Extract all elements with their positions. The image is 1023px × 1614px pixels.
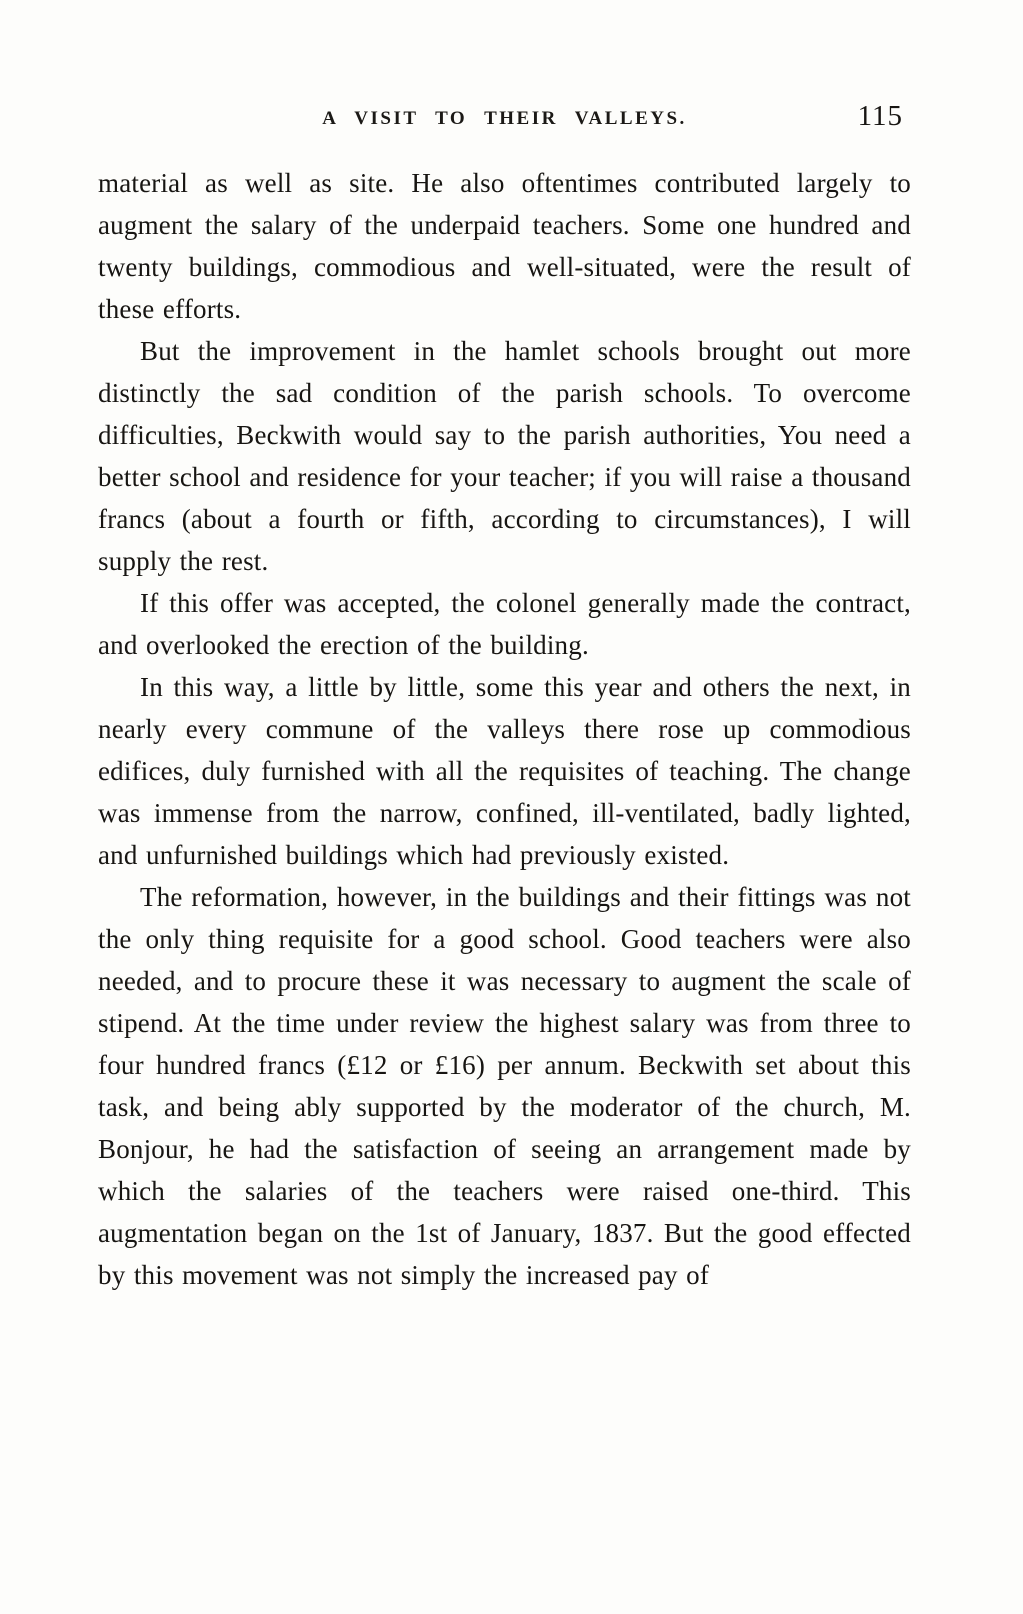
running-title: A VISIT TO THEIR VALLEYS. <box>322 108 687 129</box>
paragraph: In this way, a little by little, some this year and others the next, in nearly every commune of the valleys there rose up commodious edifices, duly furnished with all the requisites of teaching. The change was immense from the narrow, confined, ill-ventilated, badly lighted, and unfurnished buildings which had previously existed. <box>98 672 911 870</box>
paragraph: If this offer was accepted, the colonel generally made the contract, and overlooked the erection of the building. <box>98 588 911 660</box>
page-number: 115 <box>857 100 903 132</box>
paragraph: material as well as site. He also oftentimes contributed largely to augment the salary of the underpaid teachers. Some one hundred and twenty buildings, commodious and well-situated, were the result of these efforts. <box>98 168 911 324</box>
page-header <box>98 100 911 140</box>
page-body <box>98 162 911 1296</box>
paragraph: The reformation, however, in the buildings and their fittings was not the only thing requisite for a good school. Good teachers were also needed, and to procure these it was necessary to augment the scale of stipend. At the time under review the highest salary was from three to four hundred francs (£12 or £16) per annum. Beckwith set about this task, and being ably supported by the moderator of the church, M. Bonjour, he had the satisfaction of seeing an arrangement made by which the salaries of the teachers were raised one-third. This augmentation began on the 1st of January, 1837. But the good effected by this movement was not simply the increased pay of <box>98 882 911 1290</box>
page-content <box>98 100 911 1296</box>
paragraph: But the improvement in the hamlet schools brought out more distinctly the sad condition of the parish schools. To overcome difficulties, Beckwith would say to the parish authorities, You need a better school and residence for your teacher; if you will raise a thousand francs (about a fourth or fifth, according to circumstances), I will supply the rest. <box>98 336 911 576</box>
